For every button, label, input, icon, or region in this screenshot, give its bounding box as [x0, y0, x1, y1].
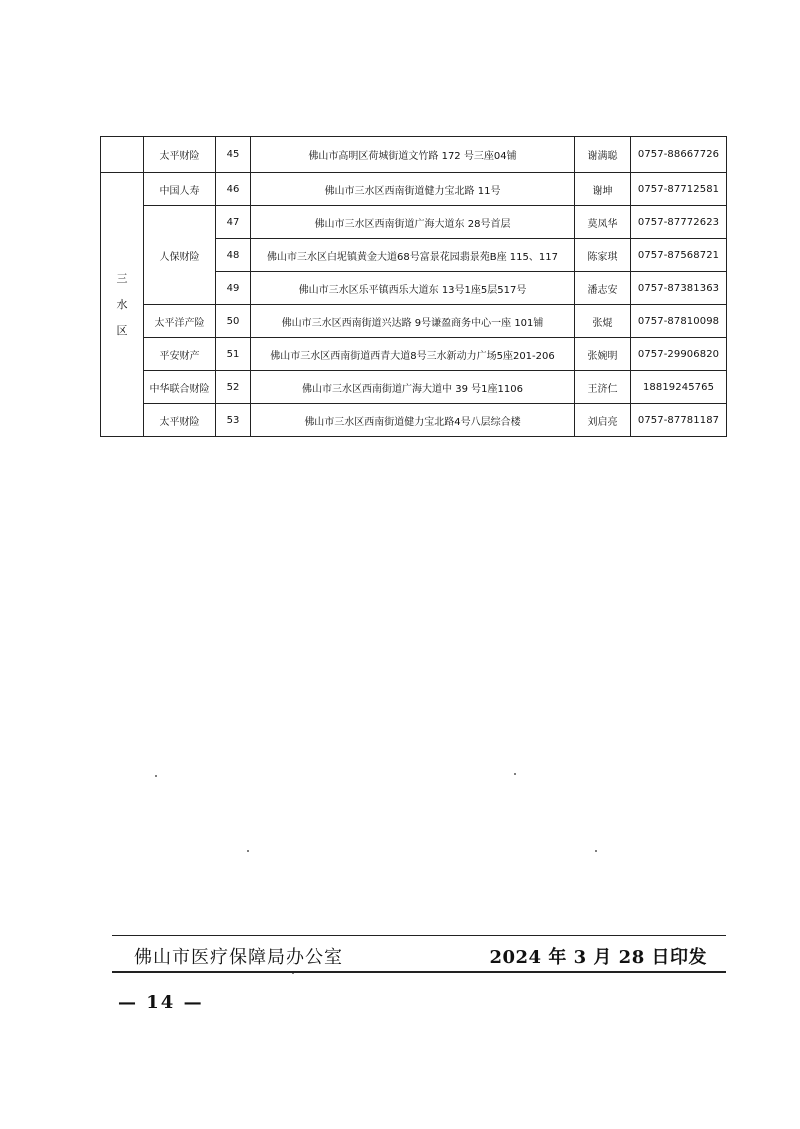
company-cell: 人保财险	[144, 206, 216, 305]
contact-cell: 王济仁	[575, 371, 631, 404]
district-cell-continued	[101, 137, 144, 173]
phone-cell: 0757-87568721	[631, 239, 727, 272]
scan-speck	[247, 850, 249, 852]
contact-cell: 谢坤	[575, 173, 631, 206]
address-cell: 佛山市三水区西南街道广海大道中 39 号1座1106	[251, 371, 575, 404]
number-cell: 53	[216, 404, 251, 437]
issuing-office: 佛山市医疗保障局办公室	[134, 947, 343, 968]
contact-cell: 陈家琪	[575, 239, 631, 272]
contact-cell: 莫凤华	[575, 206, 631, 239]
footer-rule-top	[112, 935, 726, 936]
phone-cell: 0757-29906820	[631, 338, 727, 371]
address-cell: 佛山市三水区西南街道广海大道东 28号首层	[251, 206, 575, 239]
page-number: — 14 —	[118, 992, 204, 1013]
scan-speck	[514, 773, 516, 775]
number-cell: 45	[216, 137, 251, 173]
table-row	[101, 371, 727, 404]
contact-cell: 潘志安	[575, 272, 631, 305]
phone-cell: 0757-87712581	[631, 173, 727, 206]
table-row	[101, 338, 727, 371]
insurance-outlet-table	[100, 136, 727, 437]
number-cell: 48	[216, 239, 251, 272]
address-cell: 佛山市三水区西南街道健力宝北路4号八层综合楼	[251, 404, 575, 437]
phone-cell: 0757-87781187	[631, 404, 727, 437]
company-cell: 中国人寿	[144, 173, 216, 206]
company-cell: 太平财险	[144, 404, 216, 437]
address-cell: 佛山市高明区荷城街道文竹路 172 号三座04铺	[251, 137, 575, 173]
number-cell: 47	[216, 206, 251, 239]
phone-cell: 0757-87810098	[631, 305, 727, 338]
district-label: 三水区	[116, 271, 128, 337]
address-cell: 佛山市三水区西南街道兴达路 9号谦盈商务中心一座 101铺	[251, 305, 575, 338]
phone-cell: 0757-88667726	[631, 137, 727, 173]
phone-cell: 0757-87381363	[631, 272, 727, 305]
company-cell: 平安财产	[144, 338, 216, 371]
address-cell: 佛山市三水区白坭镇黄金大道68号富景花园翡景苑B座 115、117	[251, 239, 575, 272]
number-cell: 52	[216, 371, 251, 404]
contact-cell: 刘启亮	[575, 404, 631, 437]
address-cell: 佛山市三水区西南街道西青大道8号三水新动力广场5座201-206	[251, 338, 575, 371]
phone-cell: 18819245765	[631, 371, 727, 404]
number-cell: 46	[216, 173, 251, 206]
table-row	[101, 305, 727, 338]
table-row	[101, 206, 727, 239]
number-cell: 50	[216, 305, 251, 338]
company-cell: 太平洋产险	[144, 305, 216, 338]
contact-cell: 张婉明	[575, 338, 631, 371]
company-cell: 中华联合财险	[144, 371, 216, 404]
contact-cell: 张焜	[575, 305, 631, 338]
contact-cell: 谢满聪	[575, 137, 631, 173]
phone-cell: 0757-87772623	[631, 206, 727, 239]
number-cell: 49	[216, 272, 251, 305]
number-cell: 51	[216, 338, 251, 371]
table-row	[101, 173, 727, 206]
company-cell: 太平财险	[144, 137, 216, 173]
scan-speck	[595, 850, 597, 852]
table-row	[101, 404, 727, 437]
footer-rule-bottom	[112, 971, 726, 973]
address-cell: 佛山市三水区西南街道健力宝北路 11号	[251, 173, 575, 206]
issue-date: 2024 年 3 月 28 日印发	[489, 947, 707, 968]
district-cell	[101, 173, 144, 437]
table-row	[101, 137, 727, 173]
scan-speck	[155, 775, 157, 777]
address-cell: 佛山市三水区乐平镇西乐大道东 13号1座5层517号	[251, 272, 575, 305]
